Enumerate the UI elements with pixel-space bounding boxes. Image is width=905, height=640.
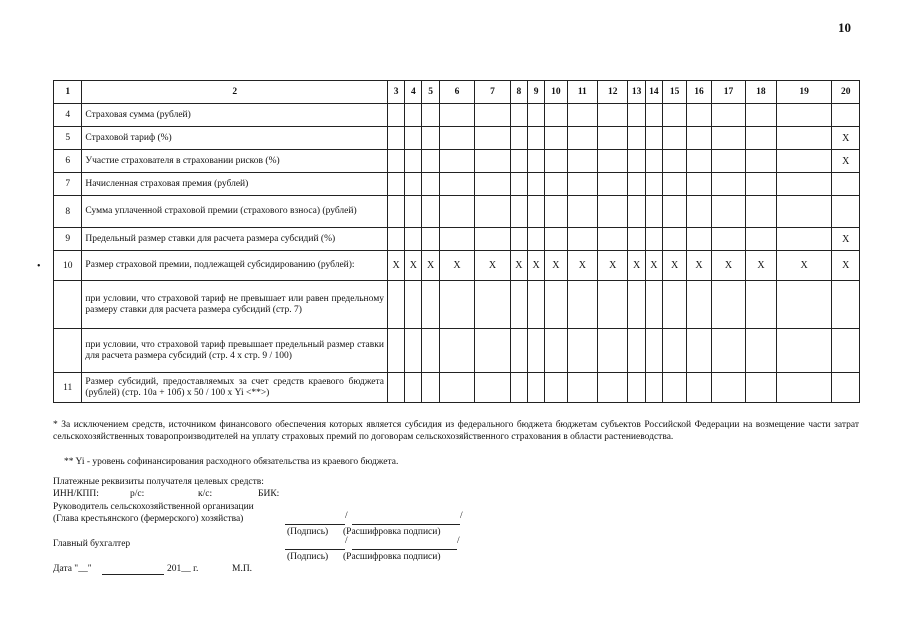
table-cell [746,173,776,196]
table-row [54,127,860,150]
table-cell [510,127,527,150]
decode-line [352,549,457,550]
table-cell [832,196,860,228]
decode-caption: (Расшифровка подписи) [343,552,441,562]
table-cell: X [598,251,628,281]
table-cell [545,104,567,127]
table-cell [439,228,475,251]
table-cell [645,228,662,251]
table-cell [475,329,511,373]
table-cell [545,173,567,196]
table-cell [711,373,746,403]
table-cell [746,373,776,403]
table-cell [405,228,422,251]
table-row [54,228,860,251]
page-number: 10 [838,20,851,35]
table-cell [567,281,597,329]
table-cell [598,281,628,329]
slash: / [460,511,463,521]
table-cell [405,173,422,196]
table-cell [475,373,511,403]
table-cell [439,329,475,373]
table-cell [645,173,662,196]
table-cell [405,150,422,173]
row-label: Страховой тариф (%) [82,127,388,150]
header-cell: 12 [598,81,628,104]
table-cell: X [776,251,832,281]
row-number [54,329,82,373]
table-cell [645,150,662,173]
table-cell [422,196,439,228]
table-cell [510,104,527,127]
year-label: 201__ г. [167,564,199,574]
table-cell [422,150,439,173]
table-cell [628,196,645,228]
table-cell [510,196,527,228]
table-cell [528,373,545,403]
table-cell [832,173,860,196]
header-cell: 11 [567,81,597,104]
table-cell [711,281,746,329]
table-cell [746,150,776,173]
table-cell [687,173,711,196]
table-cell [598,196,628,228]
table-cell [510,173,527,196]
row-number: 10 [54,251,82,281]
header-cell: 4 [405,81,422,104]
table-cell [422,281,439,329]
table-cell [422,127,439,150]
table-cell: X [711,251,746,281]
table-cell [439,127,475,150]
header-cell: 6 [439,81,475,104]
table-cell [475,228,511,251]
header-cell: 7 [475,81,511,104]
table-cell [776,173,832,196]
table-cell [422,228,439,251]
bik-label: БИК: [258,489,280,499]
table-cell: X [405,251,422,281]
table-cell [422,173,439,196]
table-cell [387,373,404,403]
table-cell [405,127,422,150]
table-cell [628,104,645,127]
table-cell [387,196,404,228]
table-row [54,173,860,196]
table-cell [746,196,776,228]
table-cell [662,228,686,251]
table-cell [711,150,746,173]
table-cell [475,281,511,329]
slash: / [345,536,348,546]
row-number: 4 [54,104,82,127]
table-cell [662,104,686,127]
table-cell [528,104,545,127]
table-cell [475,173,511,196]
table-cell [776,281,832,329]
table-cell [645,281,662,329]
table-cell [628,173,645,196]
table-cell [528,329,545,373]
row-label: при условии, что страховой тариф превышает предельный размер ставки для расчета размера субсидий (стр. 4 х стр. 9 / 100) [82,329,388,373]
row-number: 11 [54,373,82,403]
table-cell [475,196,511,228]
footnote-2: ** Yi - уровень софинансирования расходного обязательства из краевого бюджета. [64,457,399,467]
table-cell [711,329,746,373]
table-cell [405,196,422,228]
footnote-1: * За исключением средств, источником финансового обеспечения которых является субсидия из федерального бюджета бюджетам субъектов Российской Федерации на возмещение части затрат сельскохозяйственных товаропроизводителей на уплату страховых премий по договорам сельскохозяйственного страхования в области растениеводства. [53,420,859,442]
table-cell [439,196,475,228]
table-cell [645,196,662,228]
table-cell [405,329,422,373]
header-cell: 16 [687,81,711,104]
table-cell [746,127,776,150]
table-cell [687,281,711,329]
slash: / [457,536,460,546]
table-cell [510,373,527,403]
header-row [54,81,860,104]
table-cell [598,150,628,173]
table-cell [628,127,645,150]
row-label: при условии, что страховой тариф не превышает или равен предельному размеру ставки для расчета размера субсидий (стр. 7) [82,281,388,329]
table-cell: X [387,251,404,281]
margin-dot: • [37,261,41,272]
table-cell [439,173,475,196]
table-cell [598,104,628,127]
table-cell [687,127,711,150]
table-cell [387,173,404,196]
header-cell: 17 [711,81,746,104]
table-cell [776,228,832,251]
table-row [54,104,860,127]
table-cell [776,196,832,228]
table-cell [528,127,545,150]
row-label: Страховая сумма (рублей) [82,104,388,127]
table-cell [422,373,439,403]
decode-line [352,524,460,525]
table-cell: X [832,150,860,173]
table-cell [598,127,628,150]
table-row [54,373,860,403]
table-cell [510,228,527,251]
sign-line [285,524,345,525]
table-cell [776,373,832,403]
table-cell [567,329,597,373]
table-cell [439,281,475,329]
table-row [54,150,860,173]
header-cell: 13 [628,81,645,104]
table-cell [746,329,776,373]
table-cell [510,150,527,173]
table-cell [776,150,832,173]
table-cell [598,329,628,373]
table-cell [387,104,404,127]
table-cell: X [439,251,475,281]
table-cell: X [832,228,860,251]
head-label: Руководитель сельскохозяйственной организации [53,502,254,512]
table-cell: X [645,251,662,281]
table-cell [567,104,597,127]
table-cell [662,196,686,228]
table-cell: X [510,251,527,281]
row-label: Сумма уплаченной страховой премии (страхового взноса) (рублей) [82,196,388,228]
table-cell [510,329,527,373]
table-cell [422,329,439,373]
table-row [54,281,860,329]
decode-caption: (Расшифровка подписи) [343,527,441,537]
table-cell: X [687,251,711,281]
table-cell [545,150,567,173]
header-cell: 14 [645,81,662,104]
table-cell [387,150,404,173]
table-cell [687,150,711,173]
payment-details-label: Платежные реквизиты получателя целевых средств: [53,477,264,487]
table-cell [662,329,686,373]
table-cell [628,281,645,329]
row-number: 5 [54,127,82,150]
table-cell [628,329,645,373]
table-cell [662,150,686,173]
table-cell [711,196,746,228]
table-cell [475,150,511,173]
date-line [102,574,164,575]
header-cell: 10 [545,81,567,104]
ks-label: к/с: [198,489,213,499]
sign-caption: (Подпись) [287,552,329,562]
table-cell [567,228,597,251]
table-cell [832,104,860,127]
mp-label: М.П. [232,564,253,574]
table-cell [776,329,832,373]
row-number: 9 [54,228,82,251]
table-cell [567,173,597,196]
table-cell [662,127,686,150]
table-cell [528,150,545,173]
table-cell [545,329,567,373]
table-cell [746,281,776,329]
table-cell [662,173,686,196]
table-cell [387,329,404,373]
table-cell [645,104,662,127]
header-cell: 9 [528,81,545,104]
table-cell [687,329,711,373]
table-cell: X [832,251,860,281]
table-cell: X [628,251,645,281]
table-cell [711,228,746,251]
table-cell [387,228,404,251]
row-label: Участие страхователя в страховании рисков (%) [82,150,388,173]
header-cell: 2 [82,81,388,104]
table-cell [405,281,422,329]
table-cell [776,104,832,127]
table-cell [545,228,567,251]
table-cell [528,196,545,228]
accountant-label: Главный бухгалтер [53,539,131,549]
table-cell [832,329,860,373]
table-cell [567,373,597,403]
table-cell [545,281,567,329]
table-cell [832,373,860,403]
table-cell [662,281,686,329]
table-cell [711,104,746,127]
subsidy-table [53,80,860,403]
table-cell [528,228,545,251]
table-cell [645,329,662,373]
header-cell: 18 [746,81,776,104]
header-cell: 15 [662,81,686,104]
table-cell [528,173,545,196]
head-label-2: (Глава крестьянского (фермерского) хозяйства) [53,514,244,524]
table-cell [598,228,628,251]
table-cell [598,173,628,196]
row-label: Предельный размер ставки для расчета размера субсидий (%) [82,228,388,251]
table-row [54,329,860,373]
table-cell: X [662,251,686,281]
header-cell: 3 [387,81,404,104]
table-cell [746,104,776,127]
table-cell [545,373,567,403]
table-cell [545,127,567,150]
table-cell: X [422,251,439,281]
table-cell [387,281,404,329]
row-number: 7 [54,173,82,196]
table-cell [687,228,711,251]
table-cell [475,127,511,150]
header-cell: 19 [776,81,832,104]
row-number: 8 [54,196,82,228]
table-cell [405,373,422,403]
row-number [54,281,82,329]
row-label: Размер субсидий, предоставляемых за счет средств краевого бюджета (рублей) (стр. 10а + 10б) х 50 / 100 х Yi <**>) [82,373,388,403]
table-cell [628,373,645,403]
table-cell [662,373,686,403]
table-cell [567,196,597,228]
header-cell: 8 [510,81,527,104]
table-cell [628,150,645,173]
table-cell [528,281,545,329]
date-label: Дата "__" [53,564,92,574]
table-cell: X [746,251,776,281]
row-label: Размер страховой премии, подлежащей субсидированию (рублей): [82,251,388,281]
slash: / [345,511,348,521]
sign-caption: (Подпись) [287,527,329,537]
table-cell [405,104,422,127]
row-label: Начисленная страховая премия (рублей) [82,173,388,196]
table-cell [598,373,628,403]
table-cell [567,127,597,150]
table-cell [545,196,567,228]
rs-label: р/с: [130,489,145,499]
sign-line [285,549,345,550]
table-cell [687,104,711,127]
table-cell [387,127,404,150]
table-cell [439,373,475,403]
table-cell [711,173,746,196]
table-cell [645,127,662,150]
table-cell: X [832,127,860,150]
table-cell [711,127,746,150]
table-cell [687,196,711,228]
table-cell [439,104,475,127]
table-cell [567,150,597,173]
table-cell [475,104,511,127]
header-cell: 20 [832,81,860,104]
table-cell [776,127,832,150]
table-cell [510,281,527,329]
table-cell: X [567,251,597,281]
table-row [54,251,860,281]
table-cell [832,281,860,329]
table-cell [746,228,776,251]
table-cell [687,373,711,403]
table-cell [645,373,662,403]
table-cell [628,228,645,251]
row-number: 6 [54,150,82,173]
table-cell: X [545,251,567,281]
header-cell: 1 [54,81,82,104]
table-cell: X [475,251,511,281]
table-cell [422,104,439,127]
table-row [54,196,860,228]
table-cell [439,150,475,173]
header-cell: 5 [422,81,439,104]
inn-label: ИНН/КПП: [53,489,99,499]
table-cell: X [528,251,545,281]
